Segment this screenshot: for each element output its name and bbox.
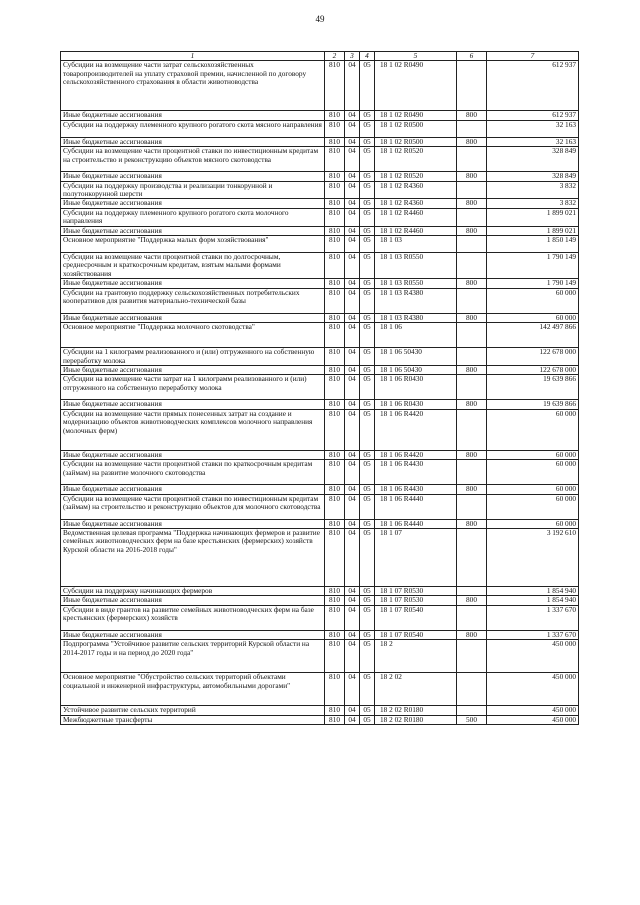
row-sum: 60 000	[487, 485, 579, 494]
row-vr	[457, 181, 487, 199]
table-body	[61, 61, 579, 725]
row-vr	[457, 120, 487, 137]
row-csr: 18 1 06 R4440	[375, 519, 457, 528]
row-vr: 800	[457, 519, 487, 528]
col-header-4: 4	[360, 52, 375, 61]
row-grbs: 810	[325, 253, 345, 279]
row-sum: 1 337 670	[487, 605, 579, 630]
row-vr: 800	[457, 630, 487, 639]
row-grbs: 810	[325, 199, 345, 208]
row-name: Субсидии на возмещение части прямых понесенных затрат на создание и модернизацию объектов животноводческих комплексов молочного направления (молочных ферм)	[61, 409, 325, 450]
row-pr: 05	[360, 111, 375, 120]
table-row	[61, 288, 579, 313]
row-csr: 18 1 02 R4360	[375, 199, 457, 208]
row-pr: 05	[360, 706, 375, 715]
row-csr: 18 1 02 R0490	[375, 61, 457, 111]
row-sum: 19 639 866	[487, 375, 579, 400]
col-header-5: 5	[375, 52, 457, 61]
table-row	[61, 586, 579, 595]
row-vr: 800	[457, 172, 487, 181]
row-csr: 18 1 06 R4440	[375, 494, 457, 519]
row-name: Субсидии на возмещение части затрат сельскохозяйственных товаропроизводителей на уплату страховой премии, начисленной по договору сельскохозяйственного страхования в области животноводства	[61, 61, 325, 111]
row-sum: 60 000	[487, 494, 579, 519]
row-pr: 05	[360, 460, 375, 485]
row-name: Субсидии на поддержку начинающих фермеров	[61, 586, 325, 595]
row-name: Иные бюджетные ассигнования	[61, 400, 325, 409]
row-rz: 04	[345, 226, 360, 235]
row-csr: 18 1 02 R0520	[375, 172, 457, 181]
row-grbs: 810	[325, 375, 345, 400]
row-pr: 05	[360, 630, 375, 639]
row-sum: 1 899 021	[487, 208, 579, 226]
row-csr: 18 1 03 R4380	[375, 288, 457, 313]
row-csr: 18 1 06 R4430	[375, 460, 457, 485]
row-name: Субсидии на поддержку племенного крупного рогатого скота молочного направления	[61, 208, 325, 226]
row-sum: 60 000	[487, 288, 579, 313]
row-pr: 05	[360, 586, 375, 595]
row-pr: 05	[360, 494, 375, 519]
row-vr	[457, 236, 487, 253]
row-sum: 1 854 940	[487, 596, 579, 605]
budget-table	[60, 51, 579, 725]
row-csr: 18 1 03 R4380	[375, 313, 457, 322]
row-rz: 04	[345, 528, 360, 586]
row-csr: 18 1 02 R0520	[375, 147, 457, 172]
table-row	[61, 605, 579, 630]
row-rz: 04	[345, 288, 360, 313]
table-row	[61, 111, 579, 120]
row-rz: 04	[345, 409, 360, 450]
row-sum: 122 678 000	[487, 348, 579, 366]
table-row	[61, 253, 579, 279]
row-csr: 18 1 02 R4360	[375, 181, 457, 199]
row-name: Субсидии на возмещение части процентной ставки по инвестиционным кредитам (займам) на строительство и реконструкцию объектов для молочного скотоводства	[61, 494, 325, 519]
row-vr: 800	[457, 365, 487, 374]
col-header-6: 6	[457, 52, 487, 61]
row-csr: 18 2 02 R0180	[375, 715, 457, 724]
row-grbs: 810	[325, 147, 345, 172]
row-grbs: 810	[325, 673, 345, 706]
row-vr: 800	[457, 450, 487, 459]
row-name: Иные бюджетные ассигнования	[61, 111, 325, 120]
row-rz: 04	[345, 137, 360, 146]
row-grbs: 810	[325, 400, 345, 409]
row-rz: 04	[345, 348, 360, 366]
row-csr: 18 1 03 R0550	[375, 253, 457, 279]
row-rz: 04	[345, 111, 360, 120]
row-csr: 18 1 02 R0490	[375, 111, 457, 120]
row-csr: 18 1 06 R4420	[375, 450, 457, 459]
row-name: Иные бюджетные ассигнования	[61, 596, 325, 605]
row-sum: 1 854 940	[487, 586, 579, 595]
row-grbs: 810	[325, 288, 345, 313]
row-rz: 04	[345, 450, 360, 459]
row-sum: 60 000	[487, 460, 579, 485]
table-row	[61, 409, 579, 450]
row-csr: 18 2	[375, 640, 457, 673]
row-rz: 04	[345, 208, 360, 226]
row-grbs: 810	[325, 715, 345, 724]
row-vr: 800	[457, 596, 487, 605]
row-grbs: 810	[325, 485, 345, 494]
row-pr: 05	[360, 519, 375, 528]
row-rz: 04	[345, 323, 360, 348]
row-name: Субсидии на 1 килограмм реализованного и (или) отгруженного на собственную переработку молока	[61, 348, 325, 366]
row-rz: 04	[345, 279, 360, 288]
table-row	[61, 485, 579, 494]
table-row	[61, 519, 579, 528]
row-grbs: 810	[325, 596, 345, 605]
row-grbs: 810	[325, 519, 345, 528]
row-sum: 1 790 149	[487, 279, 579, 288]
row-vr: 800	[457, 137, 487, 146]
table-row	[61, 208, 579, 226]
row-csr: 18 1 07 R0530	[375, 596, 457, 605]
col-header-3: 3	[345, 52, 360, 61]
row-pr: 05	[360, 288, 375, 313]
table-row	[61, 715, 579, 724]
row-name: Иные бюджетные ассигнования	[61, 137, 325, 146]
table-row	[61, 279, 579, 288]
row-grbs: 810	[325, 208, 345, 226]
row-sum: 450 000	[487, 673, 579, 706]
row-csr: 18 1 06	[375, 323, 457, 348]
table-row	[61, 181, 579, 199]
row-pr: 05	[360, 226, 375, 235]
row-name: Субсидии на поддержку племенного крупного рогатого скота мясного направления	[61, 120, 325, 137]
table-row	[61, 528, 579, 586]
row-pr: 05	[360, 348, 375, 366]
row-vr	[457, 494, 487, 519]
table-row	[61, 236, 579, 253]
table-row	[61, 172, 579, 181]
row-grbs: 810	[325, 181, 345, 199]
row-vr	[457, 147, 487, 172]
row-sum: 450 000	[487, 640, 579, 673]
row-pr: 05	[360, 199, 375, 208]
row-name: Основное мероприятие "Обустройство сельских территорий объектами социальной и инженерной инфраструктуры, автомобильными дорогами"	[61, 673, 325, 706]
row-rz: 04	[345, 706, 360, 715]
row-csr: 18 2 02 R0180	[375, 706, 457, 715]
row-vr	[457, 586, 487, 595]
row-vr	[457, 460, 487, 485]
row-pr: 05	[360, 172, 375, 181]
row-name: Иные бюджетные ассигнования	[61, 485, 325, 494]
row-pr: 05	[360, 528, 375, 586]
table-row	[61, 323, 579, 348]
row-rz: 04	[345, 605, 360, 630]
row-grbs: 810	[325, 323, 345, 348]
row-name: Субсидии в виде грантов на развитие семейных животноводческих ферм на базе крестьянских (фермерских) хозяйств	[61, 605, 325, 630]
row-name: Субсидии на возмещение части процентной ставки по долгосрочным, среднесрочным и краткосрочным кредитам, взятым малыми формами хозяйствования	[61, 253, 325, 279]
row-csr: 18 1 02 R0500	[375, 137, 457, 146]
row-rz: 04	[345, 147, 360, 172]
row-rz: 04	[345, 715, 360, 724]
row-sum: 3 832	[487, 181, 579, 199]
row-name: Субсидии на возмещение части затрат на 1 килограмм реализованного и (или) отгруженного на собственную переработку молока	[61, 375, 325, 400]
row-csr: 18 1 02 R0500	[375, 120, 457, 137]
row-pr: 05	[360, 365, 375, 374]
row-rz: 04	[345, 120, 360, 137]
table-row	[61, 226, 579, 235]
row-csr: 18 1 06 R0430	[375, 375, 457, 400]
row-vr	[457, 528, 487, 586]
row-name: Межбюджетные трансферты	[61, 715, 325, 724]
row-grbs: 810	[325, 605, 345, 630]
row-rz: 04	[345, 172, 360, 181]
row-sum: 1 337 670	[487, 630, 579, 639]
row-rz: 04	[345, 673, 360, 706]
row-sum: 1 790 149	[487, 253, 579, 279]
table-row	[61, 400, 579, 409]
table-row	[61, 375, 579, 400]
row-pr: 05	[360, 485, 375, 494]
row-grbs: 810	[325, 279, 345, 288]
row-sum: 328 849	[487, 147, 579, 172]
row-sum: 122 678 000	[487, 365, 579, 374]
row-csr: 18 1 03	[375, 236, 457, 253]
row-name: Основное мероприятие "Поддержка малых форм хозяйствования"	[61, 236, 325, 253]
row-grbs: 810	[325, 586, 345, 595]
row-pr: 05	[360, 208, 375, 226]
row-name: Иные бюджетные ассигнования	[61, 279, 325, 288]
row-grbs: 810	[325, 120, 345, 137]
row-csr: 18 1 06 50430	[375, 348, 457, 366]
table-row	[61, 365, 579, 374]
row-name: Иные бюджетные ассигнования	[61, 313, 325, 322]
col-header-1: 1	[61, 52, 325, 61]
row-rz: 04	[345, 253, 360, 279]
row-rz: 04	[345, 485, 360, 494]
row-sum: 612 937	[487, 111, 579, 120]
row-name: Иные бюджетные ассигнования	[61, 365, 325, 374]
row-rz: 04	[345, 61, 360, 111]
row-vr: 800	[457, 313, 487, 322]
row-csr: 18 1 06 50430	[375, 365, 457, 374]
row-rz: 04	[345, 236, 360, 253]
row-vr	[457, 375, 487, 400]
row-vr: 800	[457, 199, 487, 208]
row-sum: 450 000	[487, 706, 579, 715]
row-rz: 04	[345, 313, 360, 322]
row-grbs: 810	[325, 111, 345, 120]
row-rz: 04	[345, 630, 360, 639]
row-vr: 800	[457, 485, 487, 494]
row-vr: 800	[457, 226, 487, 235]
row-name: Субсидии на возмещение части процентной ставки по инвестиционным кредитам на строительство и реконструкцию объектов мясного скотоводства	[61, 147, 325, 172]
table-row	[61, 706, 579, 715]
row-csr: 18 1 06 R0430	[375, 400, 457, 409]
row-grbs: 810	[325, 172, 345, 181]
row-rz: 04	[345, 181, 360, 199]
row-grbs: 810	[325, 494, 345, 519]
row-pr: 05	[360, 137, 375, 146]
row-csr: 18 1 03 R0550	[375, 279, 457, 288]
row-rz: 04	[345, 375, 360, 400]
table-row	[61, 137, 579, 146]
row-name: Субсидии на возмещение части процентной ставки по краткосрочным кредитам (займам) на развитие молочного скотоводства	[61, 460, 325, 485]
row-csr: 18 1 02 R4460	[375, 226, 457, 235]
table-row	[61, 640, 579, 673]
row-sum: 3 192 610	[487, 528, 579, 586]
row-sum: 60 000	[487, 409, 579, 450]
row-pr: 05	[360, 313, 375, 322]
row-csr: 18 1 07 R0540	[375, 630, 457, 639]
row-grbs: 810	[325, 460, 345, 485]
row-sum: 612 937	[487, 61, 579, 111]
row-pr: 05	[360, 673, 375, 706]
row-sum: 60 000	[487, 450, 579, 459]
row-pr: 05	[360, 450, 375, 459]
row-vr: 800	[457, 111, 487, 120]
row-pr: 05	[360, 605, 375, 630]
row-vr	[457, 706, 487, 715]
row-grbs: 810	[325, 365, 345, 374]
row-sum: 3 832	[487, 199, 579, 208]
table-row	[61, 630, 579, 639]
row-vr	[457, 673, 487, 706]
row-grbs: 810	[325, 226, 345, 235]
row-name: Устойчивое развитие сельских территорий	[61, 706, 325, 715]
row-sum: 60 000	[487, 313, 579, 322]
row-pr: 05	[360, 375, 375, 400]
row-pr: 05	[360, 715, 375, 724]
row-grbs: 810	[325, 450, 345, 459]
row-vr	[457, 288, 487, 313]
table-row	[61, 450, 579, 459]
row-pr: 05	[360, 640, 375, 673]
row-sum: 1 850 149	[487, 236, 579, 253]
table-row	[61, 596, 579, 605]
row-pr: 05	[360, 400, 375, 409]
row-pr: 05	[360, 279, 375, 288]
row-grbs: 810	[325, 528, 345, 586]
row-rz: 04	[345, 519, 360, 528]
row-name: Иные бюджетные ассигнования	[61, 199, 325, 208]
row-vr	[457, 61, 487, 111]
table-row	[61, 120, 579, 137]
row-name: Подпрограмма "Устойчивое развитие сельских территорий Курской области на 2014-2017 годы и на период до 2020 года"	[61, 640, 325, 673]
row-name: Субсидии на грантовую поддержку сельскохозяйственных потребительских кооперативов для развития материально-технической базы	[61, 288, 325, 313]
row-pr: 05	[360, 236, 375, 253]
row-pr: 05	[360, 61, 375, 111]
row-vr: 800	[457, 279, 487, 288]
row-name: Иные бюджетные ассигнования	[61, 450, 325, 459]
row-grbs: 810	[325, 348, 345, 366]
row-csr: 18 1 07 R0540	[375, 605, 457, 630]
table-row	[61, 199, 579, 208]
row-grbs: 810	[325, 706, 345, 715]
row-grbs: 810	[325, 236, 345, 253]
row-rz: 04	[345, 365, 360, 374]
row-sum: 19 639 866	[487, 400, 579, 409]
row-sum: 60 000	[487, 519, 579, 528]
row-vr: 500	[457, 715, 487, 724]
row-sum: 142 497 866	[487, 323, 579, 348]
row-sum: 450 000	[487, 715, 579, 724]
row-pr: 05	[360, 253, 375, 279]
row-sum: 328 849	[487, 172, 579, 181]
header-row	[61, 52, 579, 61]
row-pr: 05	[360, 181, 375, 199]
row-rz: 04	[345, 640, 360, 673]
row-name: Иные бюджетные ассигнования	[61, 630, 325, 639]
row-grbs: 810	[325, 313, 345, 322]
row-vr	[457, 348, 487, 366]
table-row	[61, 494, 579, 519]
row-vr	[457, 253, 487, 279]
row-rz: 04	[345, 586, 360, 595]
row-name: Субсидии на поддержку производства и реализации тонкорунной и полутонкорунной шерсти	[61, 181, 325, 199]
row-csr: 18 1 07	[375, 528, 457, 586]
table-row	[61, 147, 579, 172]
row-rz: 04	[345, 199, 360, 208]
row-vr	[457, 605, 487, 630]
row-vr	[457, 208, 487, 226]
row-pr: 05	[360, 409, 375, 450]
row-name: Иные бюджетные ассигнования	[61, 172, 325, 181]
row-rz: 04	[345, 460, 360, 485]
row-grbs: 810	[325, 630, 345, 639]
page-number: 49	[315, 14, 325, 24]
row-rz: 04	[345, 596, 360, 605]
row-vr	[457, 409, 487, 450]
row-grbs: 810	[325, 409, 345, 450]
table-row	[61, 313, 579, 322]
table-row	[61, 348, 579, 366]
col-header-7: 7	[487, 52, 579, 61]
row-pr: 05	[360, 596, 375, 605]
row-csr: 18 1 06 R4430	[375, 485, 457, 494]
row-name: Ведомственная целевая программа "Поддержка начинающих фермеров и развитие семейных животноводческих ферм на базе крестьянских (фермерских) хозяйств Курской области на 2016-2018 годы"	[61, 528, 325, 586]
table-row	[61, 460, 579, 485]
table-row	[61, 673, 579, 706]
row-pr: 05	[360, 323, 375, 348]
col-header-2: 2	[325, 52, 345, 61]
row-grbs: 810	[325, 61, 345, 111]
row-vr	[457, 640, 487, 673]
table-row	[61, 61, 579, 111]
row-csr: 18 2 02	[375, 673, 457, 706]
row-csr: 18 1 06 R4420	[375, 409, 457, 450]
row-name: Основное мероприятие "Поддержка молочного скотоводства"	[61, 323, 325, 348]
row-rz: 04	[345, 400, 360, 409]
row-vr: 800	[457, 400, 487, 409]
row-grbs: 810	[325, 640, 345, 673]
row-csr: 18 1 02 R4460	[375, 208, 457, 226]
row-name: Иные бюджетные ассигнования	[61, 519, 325, 528]
row-sum: 32 163	[487, 120, 579, 137]
row-sum: 1 899 021	[487, 226, 579, 235]
row-grbs: 810	[325, 137, 345, 146]
row-pr: 05	[360, 147, 375, 172]
row-vr	[457, 323, 487, 348]
row-rz: 04	[345, 494, 360, 519]
row-pr: 05	[360, 120, 375, 137]
row-csr: 18 1 07 R0530	[375, 586, 457, 595]
row-sum: 32 163	[487, 137, 579, 146]
row-name: Иные бюджетные ассигнования	[61, 226, 325, 235]
